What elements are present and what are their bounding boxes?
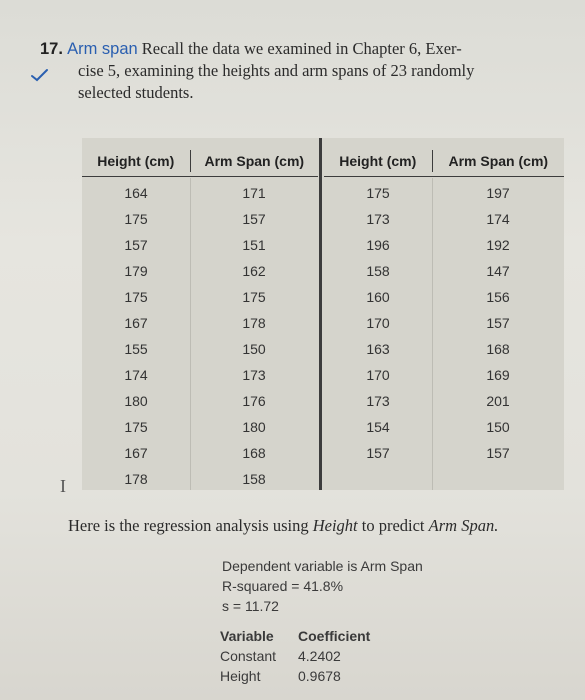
coef-value: 4.2402 [298, 648, 341, 664]
table-row [324, 362, 564, 388]
cell-height: 157 [124, 237, 148, 253]
table-row [324, 310, 564, 336]
std-error: s = 11.72 [222, 598, 279, 614]
cell-height: 175 [124, 211, 148, 227]
coefficient-row [220, 666, 388, 686]
table-row [82, 232, 318, 258]
header-height: Height (cm) [82, 150, 191, 172]
table-row [82, 180, 318, 206]
regression-intro-mid: to predict [357, 516, 429, 535]
cell-arm-span: 169 [486, 367, 510, 383]
cell-arm-span: 162 [242, 263, 266, 279]
problem-text-3: selected students. [78, 83, 194, 102]
regression-output [222, 556, 423, 616]
table-row [324, 180, 564, 206]
table-row [82, 440, 318, 466]
coefficient-row [220, 646, 388, 666]
cell-height: 175 [124, 289, 148, 305]
cell-height: 154 [366, 419, 390, 435]
cell-height: 167 [124, 445, 148, 461]
coefficient-header [220, 626, 388, 646]
coef-variable: Constant [220, 648, 277, 664]
table-left-half [82, 138, 318, 490]
header-variable: Variable [220, 628, 274, 644]
table-row [324, 336, 564, 362]
cell-arm-span: 171 [242, 185, 266, 201]
problem-number: 17. [40, 40, 63, 58]
checkmark-icon [30, 64, 50, 84]
header-coefficient: Coefficient [298, 628, 371, 644]
table-row [324, 206, 564, 232]
cell-height: 178 [124, 471, 148, 487]
cell-height: 160 [366, 289, 390, 305]
data-table [82, 138, 564, 490]
table-right-half [324, 138, 564, 490]
cell-arm-span: 157 [486, 315, 510, 331]
problem-text-1: Recall the data we examined in Chapter 6, Exer- [141, 39, 462, 58]
cell-height: 155 [124, 341, 148, 357]
cell-height: 157 [366, 445, 390, 461]
cell-height: 174 [124, 367, 148, 383]
cell-height: 173 [366, 211, 390, 227]
cell-height: 170 [366, 367, 390, 383]
cell-height: 170 [366, 315, 390, 331]
table-row [324, 258, 564, 284]
table-row [324, 284, 564, 310]
problem-line-1 [40, 38, 575, 60]
problem-title: Arm span [67, 40, 138, 58]
cell-arm-span: 176 [242, 393, 266, 409]
regression-var-height: Height [312, 516, 358, 535]
table-row [82, 336, 318, 362]
table-row [82, 466, 318, 492]
table-vertical-divider [319, 138, 322, 490]
coef-value: 0.9678 [298, 668, 341, 684]
cell-arm-span: 158 [242, 471, 266, 487]
coefficient-table [220, 626, 388, 686]
cell-arm-span: 168 [242, 445, 266, 461]
cell-arm-span: 192 [486, 237, 510, 253]
cell-arm-span: 168 [486, 341, 510, 357]
coef-variable: Height [220, 668, 261, 684]
cell-arm-span: 150 [486, 419, 510, 435]
dependent-variable: Dependent variable is Arm Span [222, 558, 423, 574]
text-cursor-icon: I [60, 476, 66, 496]
cell-height: 167 [124, 315, 148, 331]
header-arm-span: Arm Span (cm) [448, 153, 549, 169]
cell-arm-span: 174 [486, 211, 510, 227]
regression-var-armspan: Arm Span. [428, 516, 499, 535]
table-header [324, 146, 564, 177]
cell-height: 179 [124, 263, 148, 279]
problem-statement [40, 38, 575, 104]
table-row [324, 388, 564, 414]
table-row [324, 440, 564, 466]
cell-height: 164 [124, 185, 148, 201]
cell-arm-span: 150 [242, 341, 266, 357]
table-row [82, 388, 318, 414]
table-row [324, 232, 564, 258]
table-row [82, 414, 318, 440]
table-rows [324, 180, 564, 466]
header-height: Height (cm) [324, 150, 433, 172]
table-row [82, 258, 318, 284]
cell-arm-span: 156 [486, 289, 510, 305]
cell-arm-span: 151 [242, 237, 266, 253]
cell-height: 163 [366, 341, 390, 357]
regression-intro-prefix: Here is the regression analysis using [68, 516, 313, 535]
cell-arm-span: 180 [242, 419, 266, 435]
cell-height: 173 [366, 393, 390, 409]
table-row [82, 206, 318, 232]
cell-arm-span: 178 [242, 315, 266, 331]
table-rows [82, 180, 318, 492]
cell-height: 180 [124, 393, 148, 409]
table-header [82, 146, 318, 177]
cell-height: 175 [124, 419, 148, 435]
cell-arm-span: 173 [242, 367, 266, 383]
table-row [324, 414, 564, 440]
cell-arm-span: 157 [486, 445, 510, 461]
cell-arm-span: 157 [242, 211, 266, 227]
cell-arm-span: 201 [486, 393, 510, 409]
cell-arm-span: 197 [486, 185, 510, 201]
header-arm-span: Arm Span (cm) [204, 153, 305, 169]
problem-text-2: cise 5, examining the heights and arm spans of 23 randomly [78, 61, 475, 80]
cell-height: 175 [366, 185, 390, 201]
cell-height: 158 [366, 263, 390, 279]
regression-intro [68, 516, 498, 536]
cell-arm-span: 175 [242, 289, 266, 305]
r-squared: R-squared = 41.8% [222, 578, 344, 594]
table-row [82, 310, 318, 336]
table-row [82, 362, 318, 388]
cell-arm-span: 147 [486, 263, 510, 279]
cell-height: 196 [366, 237, 390, 253]
table-row [82, 284, 318, 310]
